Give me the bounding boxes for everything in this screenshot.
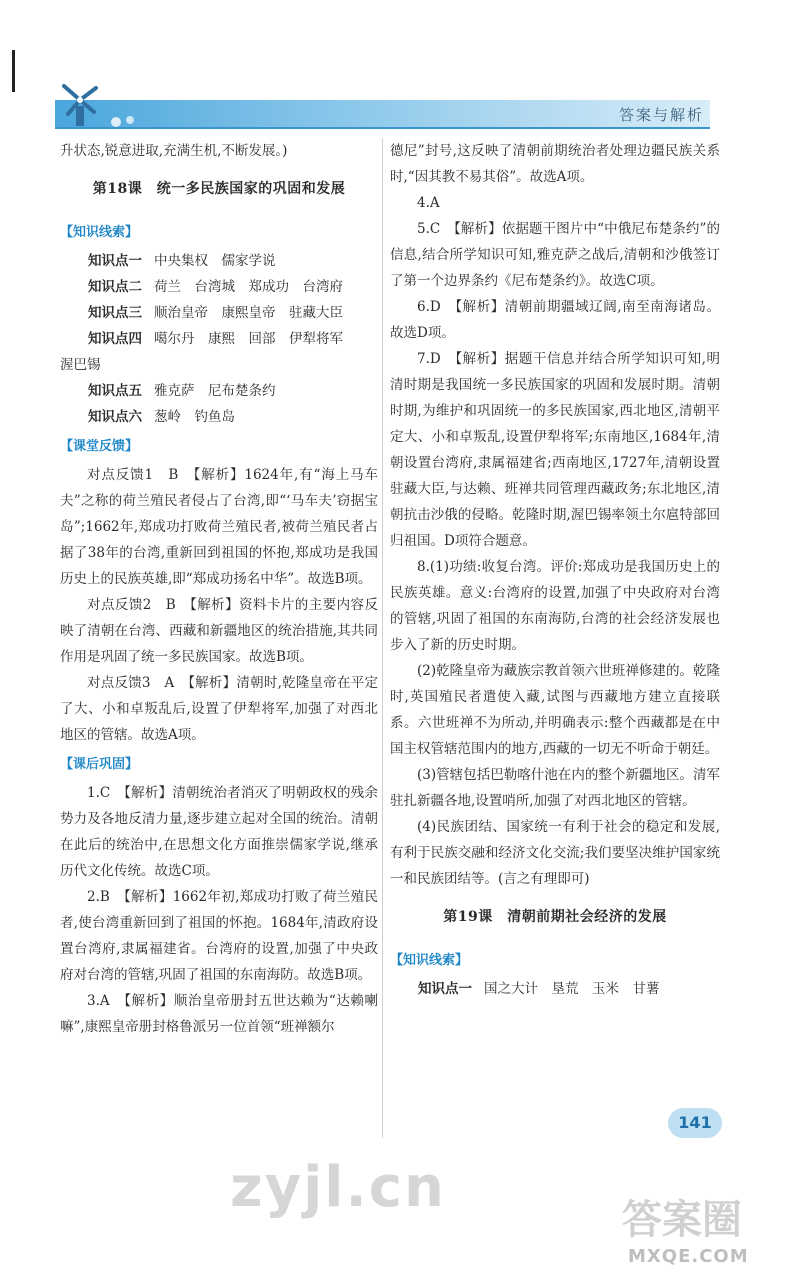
- answer-paragraph: 1.C 【解析】清朝统治者消灭了明朝政权的残余势力及各地反清力量,逐步建立起对全国的统治。清朝在此后的统治中,在思想文化方面推崇儒家学说,继承历代文化传统。故选C项。: [60, 785, 378, 879]
- header-band: [55, 100, 710, 128]
- right-column: [390, 138, 720, 1002]
- continuation-paragraph: 德尼”封号,这反映了清朝前期统治者处理边疆民族关系时,“因其教不易其俗”。故选A项。: [390, 143, 720, 185]
- header-title: 答案与解析: [618, 106, 704, 124]
- answer-paragraph: 6.D 【解析】清朝前期疆域辽阔,南至南海诸岛。故选D项。: [390, 299, 720, 341]
- knowledge-point: 知识点一 中央集权 儒家学说: [88, 253, 276, 269]
- knowledge-point-list: [60, 248, 378, 430]
- header-rule: [55, 127, 710, 129]
- watermark-logo: 答案圈: [622, 1197, 742, 1243]
- lesson-18-title: 第18课 统一多民族国家的巩固和发展: [92, 181, 346, 197]
- watermark-main: zyjl.cn: [230, 1155, 446, 1220]
- column-divider: [382, 138, 383, 1138]
- knowledge-point-continued: 渥巴锡: [60, 357, 101, 373]
- answer-paragraph: 5.C 【解析】依据题干图片中“中俄尼布楚条约”的信息,结合所学知识可知,雅克萨之战后,清朝和沙俄签订了第一个边界条约《尼布楚条约》。故选C项。: [390, 221, 720, 289]
- answer-paragraph: (4)民族团结、国家统一有利于社会的稳定和发展,有利于民族交融和经济文化交流;我们要坚决维护国家统一和民族团结等。(言之有理即可): [390, 819, 720, 887]
- knowledge-point: 知识点二 荷兰 台湾城 郑成功 台湾府: [88, 279, 343, 295]
- answer-paragraph: 2.B 【解析】1662年初,郑成功打败了荷兰殖民者,使台湾重新回到了祖国的怀抱。1684年,清政府设置台湾府,隶属福建省。台湾府的设置,加强了中央政府对台湾的管辖,巩固了祖国的东南海防。故选B项。: [60, 889, 378, 983]
- lesson-19-title: 第19课 清朝前期社会经济的发展: [443, 909, 667, 925]
- continuation-line: 升状态,锐意进取,充满生机,不断发展。): [60, 143, 288, 159]
- answer-paragraph: 7.D 【解析】据题干信息并结合所学知识可知,明清时期是我国统一多民族国家的巩固和发展时期。清朝时期,为维护和巩固统一的多民族国家,西北地区,清朝平定大、小和卓叛乱,设置伊犁将军;东南地区,1684年,清朝设置台湾府,隶属福建省;西南地区,1727年,清朝设置驻藏大臣,与达赖、班禅共同管理西藏政务;东北地区,清朝抗击沙俄的侵略。乾隆时期,渥巴锡率领土尔扈特部回归祖国。D项符合题意。: [390, 351, 720, 549]
- knowledge-point: 知识点三 顺治皇帝 康熙皇帝 驻藏大臣: [88, 305, 343, 321]
- left-column: [60, 138, 378, 1040]
- windmill-logo-icon: [58, 84, 148, 130]
- answer-paragraph: 8.(1)功绩:收复台湾。评价:郑成功是我国历史上的民族英雄。意义:台湾府的设置,加强了中央政府对台湾的管辖,巩固了祖国的东南海防,台湾的社会经济发展也步入了新的历史时期。: [390, 559, 720, 653]
- section-knowledge-clue: 【知识线索】: [60, 225, 139, 240]
- knowledge-point: 知识点五 雅克萨 尼布楚条约: [88, 383, 276, 399]
- section-after-class: 【课后巩固】: [60, 757, 139, 772]
- answer-paragraph: 对点反馈2 B 【解析】资料卡片的主要内容反映了清朝在台湾、西藏和新疆地区的统治措施,其共同作用是巩固了统一多民族国家。故选B项。: [60, 597, 378, 665]
- answer-paragraph: 3.A 【解析】顺治皇帝册封五世达赖为“达赖喇嘛”,康熙皇帝册封格鲁派另一位首领“班禅额尔: [60, 993, 378, 1035]
- watermark-site: MXQE.COM: [628, 1246, 749, 1267]
- knowledge-point: 知识点四 噶尔丹 康熙 回部 伊犁将军: [88, 331, 343, 347]
- knowledge-point: 知识点六 葱岭 钓鱼岛: [88, 409, 235, 425]
- page-number-badge: 141: [668, 1108, 722, 1138]
- answer-paragraph: (3)管辖包括巴勒喀什池在内的整个新疆地区。清军驻扎新疆各地,设置哨所,加强了对西北地区的管辖。: [390, 767, 720, 809]
- answer-paragraph: 对点反馈1 B 【解析】1624年,有“海上马车夫”之称的荷兰殖民者侵占了台湾,即“‘马车夫’窃据宝岛”;1662年,郑成功打败荷兰殖民者,被荷兰殖民者占据了38年的台湾,重新回到祖国的怀抱,郑成功是我国历史上的民族英雄,即“郑成功扬名中华”。故选B项。: [60, 467, 378, 587]
- section-knowledge-clue-19: 【知识线索】: [390, 953, 469, 968]
- answer-paragraph: (2)乾隆皇帝为藏族宗教首领六世班禅修建的。乾隆时,英国殖民者遣使入藏,试图与西藏地方建立直接联系。六世班禅不为所动,并明确表示:整个西藏都是在中国主权管辖范围内的地方,西藏的一切无不听命于朝廷。: [390, 663, 720, 757]
- answer-paragraph: 4.A: [417, 195, 440, 211]
- margin-mark: [12, 50, 15, 92]
- answer-paragraph: 对点反馈3 A 【解析】清朝时,乾隆皇帝在平定了大、小和卓叛乱后,设置了伊犁将军,加强了对西北地区的管辖。故选A项。: [60, 675, 378, 743]
- section-class-feedback: 【课堂反馈】: [60, 439, 139, 454]
- knowledge-point: 知识点一 国之大计 垦荒 玉米 甘薯: [418, 981, 660, 997]
